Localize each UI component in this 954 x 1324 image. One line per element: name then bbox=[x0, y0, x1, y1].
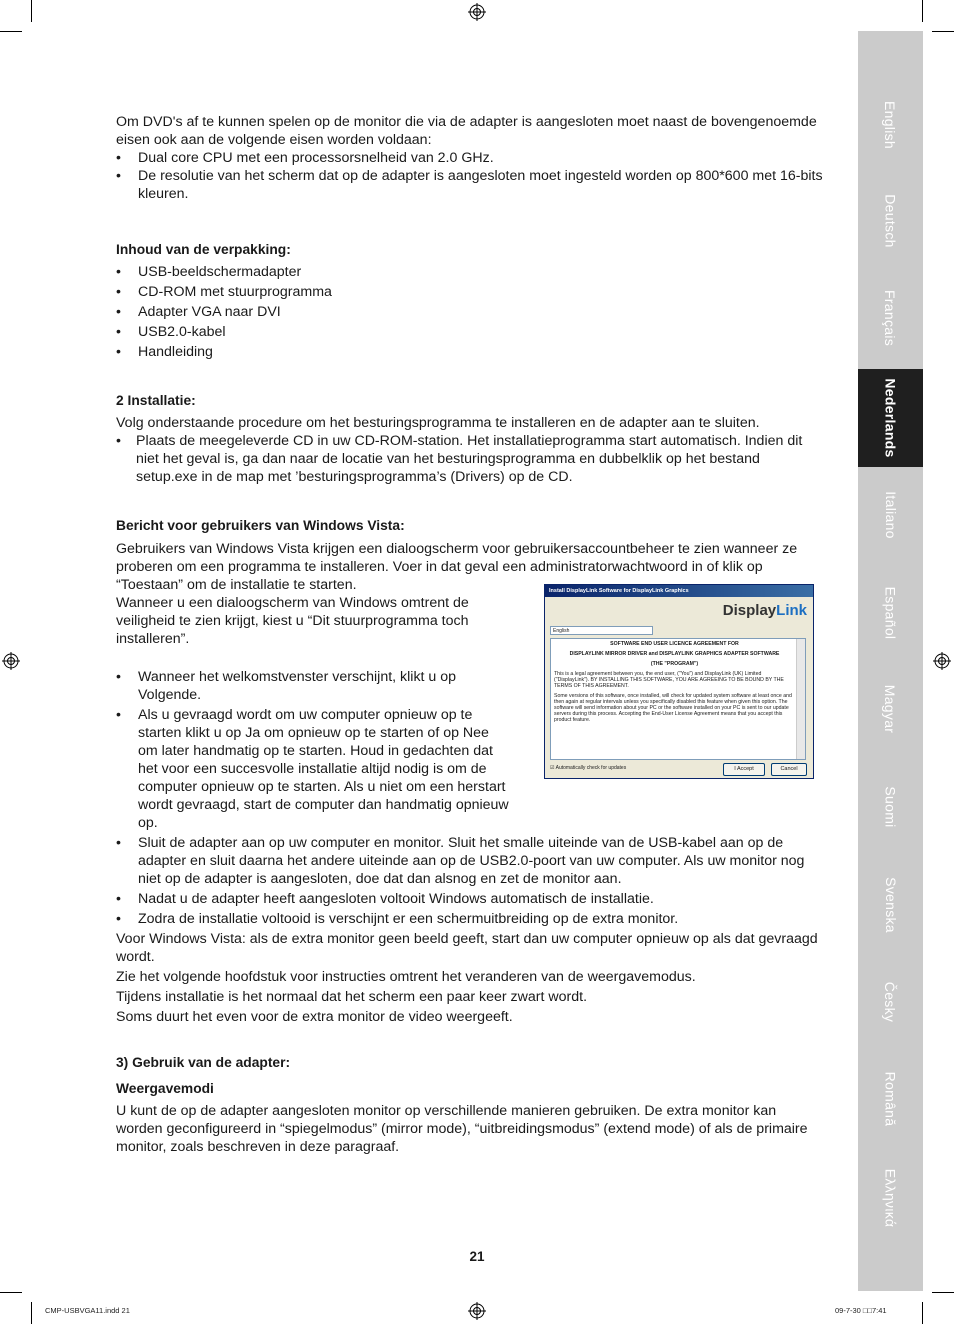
list-item: • Sluit de adapter aan op uw computer en monitor. Sluit het smalle uiteinde van de USB-kabel aan op de adapter en sluit daarna het andere uiteinde aan op de USB2.0-poort van uw computer. Als uw monitor nog niet op de adapter is aangesloten, doe dat dan alsnog en zet de monitor aan. bbox=[116, 834, 826, 888]
accept-button: I Accept bbox=[723, 763, 765, 776]
footer-timestamp: 09-7-30 □□7:41 bbox=[835, 1306, 887, 1315]
registration-mark-icon bbox=[933, 652, 951, 670]
requirements-list bbox=[116, 149, 826, 203]
list-item: • Nadat u de adapter heeft aangesloten voltooit Windows automatisch de installatie. bbox=[116, 890, 826, 908]
list-item: • USB2.0-kabel bbox=[116, 322, 826, 342]
dialog-title: Install DisplayLink Software for DisplayLink Graphics bbox=[545, 585, 813, 597]
tab-suomi[interactable]: Suomi bbox=[882, 786, 899, 828]
package-heading: Inhoud van de verpakking: bbox=[116, 242, 291, 257]
crop-mark bbox=[922, 1302, 923, 1324]
usage-paragraph: U kunt de op de adapter aangesloten monitor op verschillende manieren gebruiken. De extra monitor kan worden geconfigureerd in “spiegelmodus” (mirror mode), “uitbreidingsmodus” (extend mode) of als de primaire monitor, zoals beschreven in deze paragraaf. bbox=[116, 1103, 808, 1155]
list-item: • Handleiding bbox=[116, 342, 826, 362]
cancel-button: Cancel bbox=[771, 763, 807, 776]
install-paragraph: Volg onderstaande procedure om het besturingsprogramma te installeren en de adapter aan te sluiten. bbox=[116, 415, 760, 431]
crop-mark bbox=[31, 0, 32, 22]
language-tab-bar bbox=[858, 31, 923, 1291]
vista-note: Zie het volgende hoofdstuk voor instructies omtrent het veranderen van de weergavemodus. bbox=[116, 969, 696, 985]
vista-note: Tijdens installatie is het normaal dat het scherm een paar keer zwart wordt. bbox=[116, 989, 588, 1005]
vista-note: Soms duurt het even voor de extra monitor de video weergeeft. bbox=[116, 1009, 513, 1025]
tab-greek[interactable]: Ελληνικά bbox=[882, 1168, 899, 1228]
tab-deutsch[interactable]: Deutsch bbox=[882, 194, 899, 248]
list-item: • Plaats de meegeleverde CD in uw CD-ROM-station. Het installatieprogramma start automatisch. Indien dit niet het geval is, ga dan naar de locatie van het besturingsprogramma en dubbelklik op het bestand setup.exe in de map met ’besturingsprogramma’s (Drivers) op de CD. bbox=[116, 432, 806, 486]
tab-english[interactable]: English bbox=[882, 100, 899, 150]
tab-nederlands[interactable]: Nederlands bbox=[858, 369, 923, 467]
registration-mark-icon bbox=[2, 652, 20, 670]
tab-espanol[interactable]: Español bbox=[882, 586, 899, 640]
crop-mark bbox=[932, 31, 954, 32]
footer-file-info: CMP-USBVGA11.indd 21 bbox=[45, 1306, 130, 1315]
vista-heading: Bericht voor gebruikers van Windows Vista: bbox=[116, 518, 405, 533]
tab-romana[interactable]: Română bbox=[882, 1071, 899, 1127]
language-select: English bbox=[550, 626, 653, 635]
crop-mark bbox=[932, 1292, 954, 1293]
licence-text: SOFTWARE END USER LICENCE AGREEMENT FOR DISPLAYLINK MIRROR DRIVER and DISPLAYLINK GRAPHICS ADAPTER SOFTWARE (THE "PROGRAM") This is a legal agreement between you, the end user, ("You") and DisplayLink (UK) Limited ("DisplayLink"). BY INSTALLING THIS SOFTWARE, YOU ARE AGREEING TO BE BOUND BY THE TERMS OF THIS AGREEMENT. Some versions of this software, once installed, will check for updated system software at least once and then again at regular intervals unless you specifically disabled this feature when given this option. The software will send information about your PC or the software installed on your PC is sent to our update servers during this process. Accepting the End-User License Agreement means that you accept this product feature. bbox=[550, 638, 806, 760]
registration-mark-icon bbox=[468, 3, 486, 21]
scrollbar bbox=[796, 639, 805, 759]
list-item: • Dual core CPU met een processorsnelheid van 2.0 GHz. bbox=[116, 149, 826, 167]
page-number: 21 bbox=[469, 1249, 485, 1264]
list-item: • USB-beeldschermadapter bbox=[116, 262, 826, 282]
vista-paragraph: Gebruikers van Windows Vista krijgen een dialoogscherm voor gebruikersaccountbeheer te zien wanneer ze proberen om een programma te installeren. Voer in dat geval een administratorwachtwoord in of klik op “Toestaan” om de installatie te starten. bbox=[116, 541, 798, 593]
tab-francais[interactable]: Français bbox=[882, 289, 899, 347]
list-item: • De resolutie van het scherm dat op de adapter is aangesloten moet ingesteld worden op 800*600 met 16-bits kleuren. bbox=[116, 167, 826, 203]
list-item: • Adapter VGA naar DVI bbox=[116, 302, 826, 322]
tab-italiano[interactable]: Italiano bbox=[882, 491, 899, 539]
usage-heading: 3) Gebruik van de adapter: bbox=[116, 1055, 291, 1070]
install-list bbox=[116, 432, 806, 486]
tab-svenska[interactable]: Svenska bbox=[882, 877, 899, 933]
crop-mark bbox=[0, 31, 22, 32]
usage-subheading: Weergavemodi bbox=[116, 1081, 214, 1096]
install-dialog-screenshot bbox=[544, 584, 814, 779]
crop-mark bbox=[0, 1292, 22, 1293]
list-item: • Zodra de installatie voltooid is verschijnt er een schermuitbreiding op de extra monitor. bbox=[116, 910, 826, 928]
vista-note: Voor Windows Vista: als de extra monitor geen beeld geeft, start dan uw computer opnieuw op als dat gevraagd wordt. bbox=[116, 931, 818, 965]
registration-mark-icon bbox=[468, 1302, 486, 1320]
tab-cesky[interactable]: Česky bbox=[882, 981, 899, 1023]
crop-mark bbox=[922, 0, 923, 22]
vista-security-paragraph: Wanneer u een dialoogscherm van Windows omtrent de veiligheid te zien krijgt, kiest u “Dit stuurprogramma toch installeren”. bbox=[116, 595, 469, 647]
tab-magyar[interactable]: Magyar bbox=[882, 684, 899, 734]
list-item: • Wanneer het welkomstvenster verschijnt, klikt u op Volgende. bbox=[116, 668, 488, 704]
intro-paragraph: Om DVD's af te kunnen spelen op de monitor die via de adapter is aangesloten moet naast de bovengenoemde eisen ook aan de volgende eisen worden voldaan: bbox=[116, 114, 817, 148]
list-item: • Als u gevraagd wordt om uw computer opnieuw op te starten klikt u op Ja om opnieuw op te starten of op Nee om later handmatig op te starten. Houd in gedachten dat het voor een succesvolle installatie altijd nodig is om de computer opnieuw op te starten. Als u niet om een herstart wordt gevraagd, start de computer dan handmatig opnieuw op. bbox=[116, 706, 510, 832]
displaylink-logo: DisplayLink bbox=[722, 602, 807, 619]
list-item: • CD-ROM met stuurprogramma bbox=[116, 282, 826, 302]
update-checkbox: ☑ Automatically check for updates bbox=[550, 765, 627, 771]
crop-mark bbox=[31, 1302, 32, 1324]
install-heading: 2 Installatie: bbox=[116, 393, 196, 408]
package-list bbox=[116, 262, 826, 362]
